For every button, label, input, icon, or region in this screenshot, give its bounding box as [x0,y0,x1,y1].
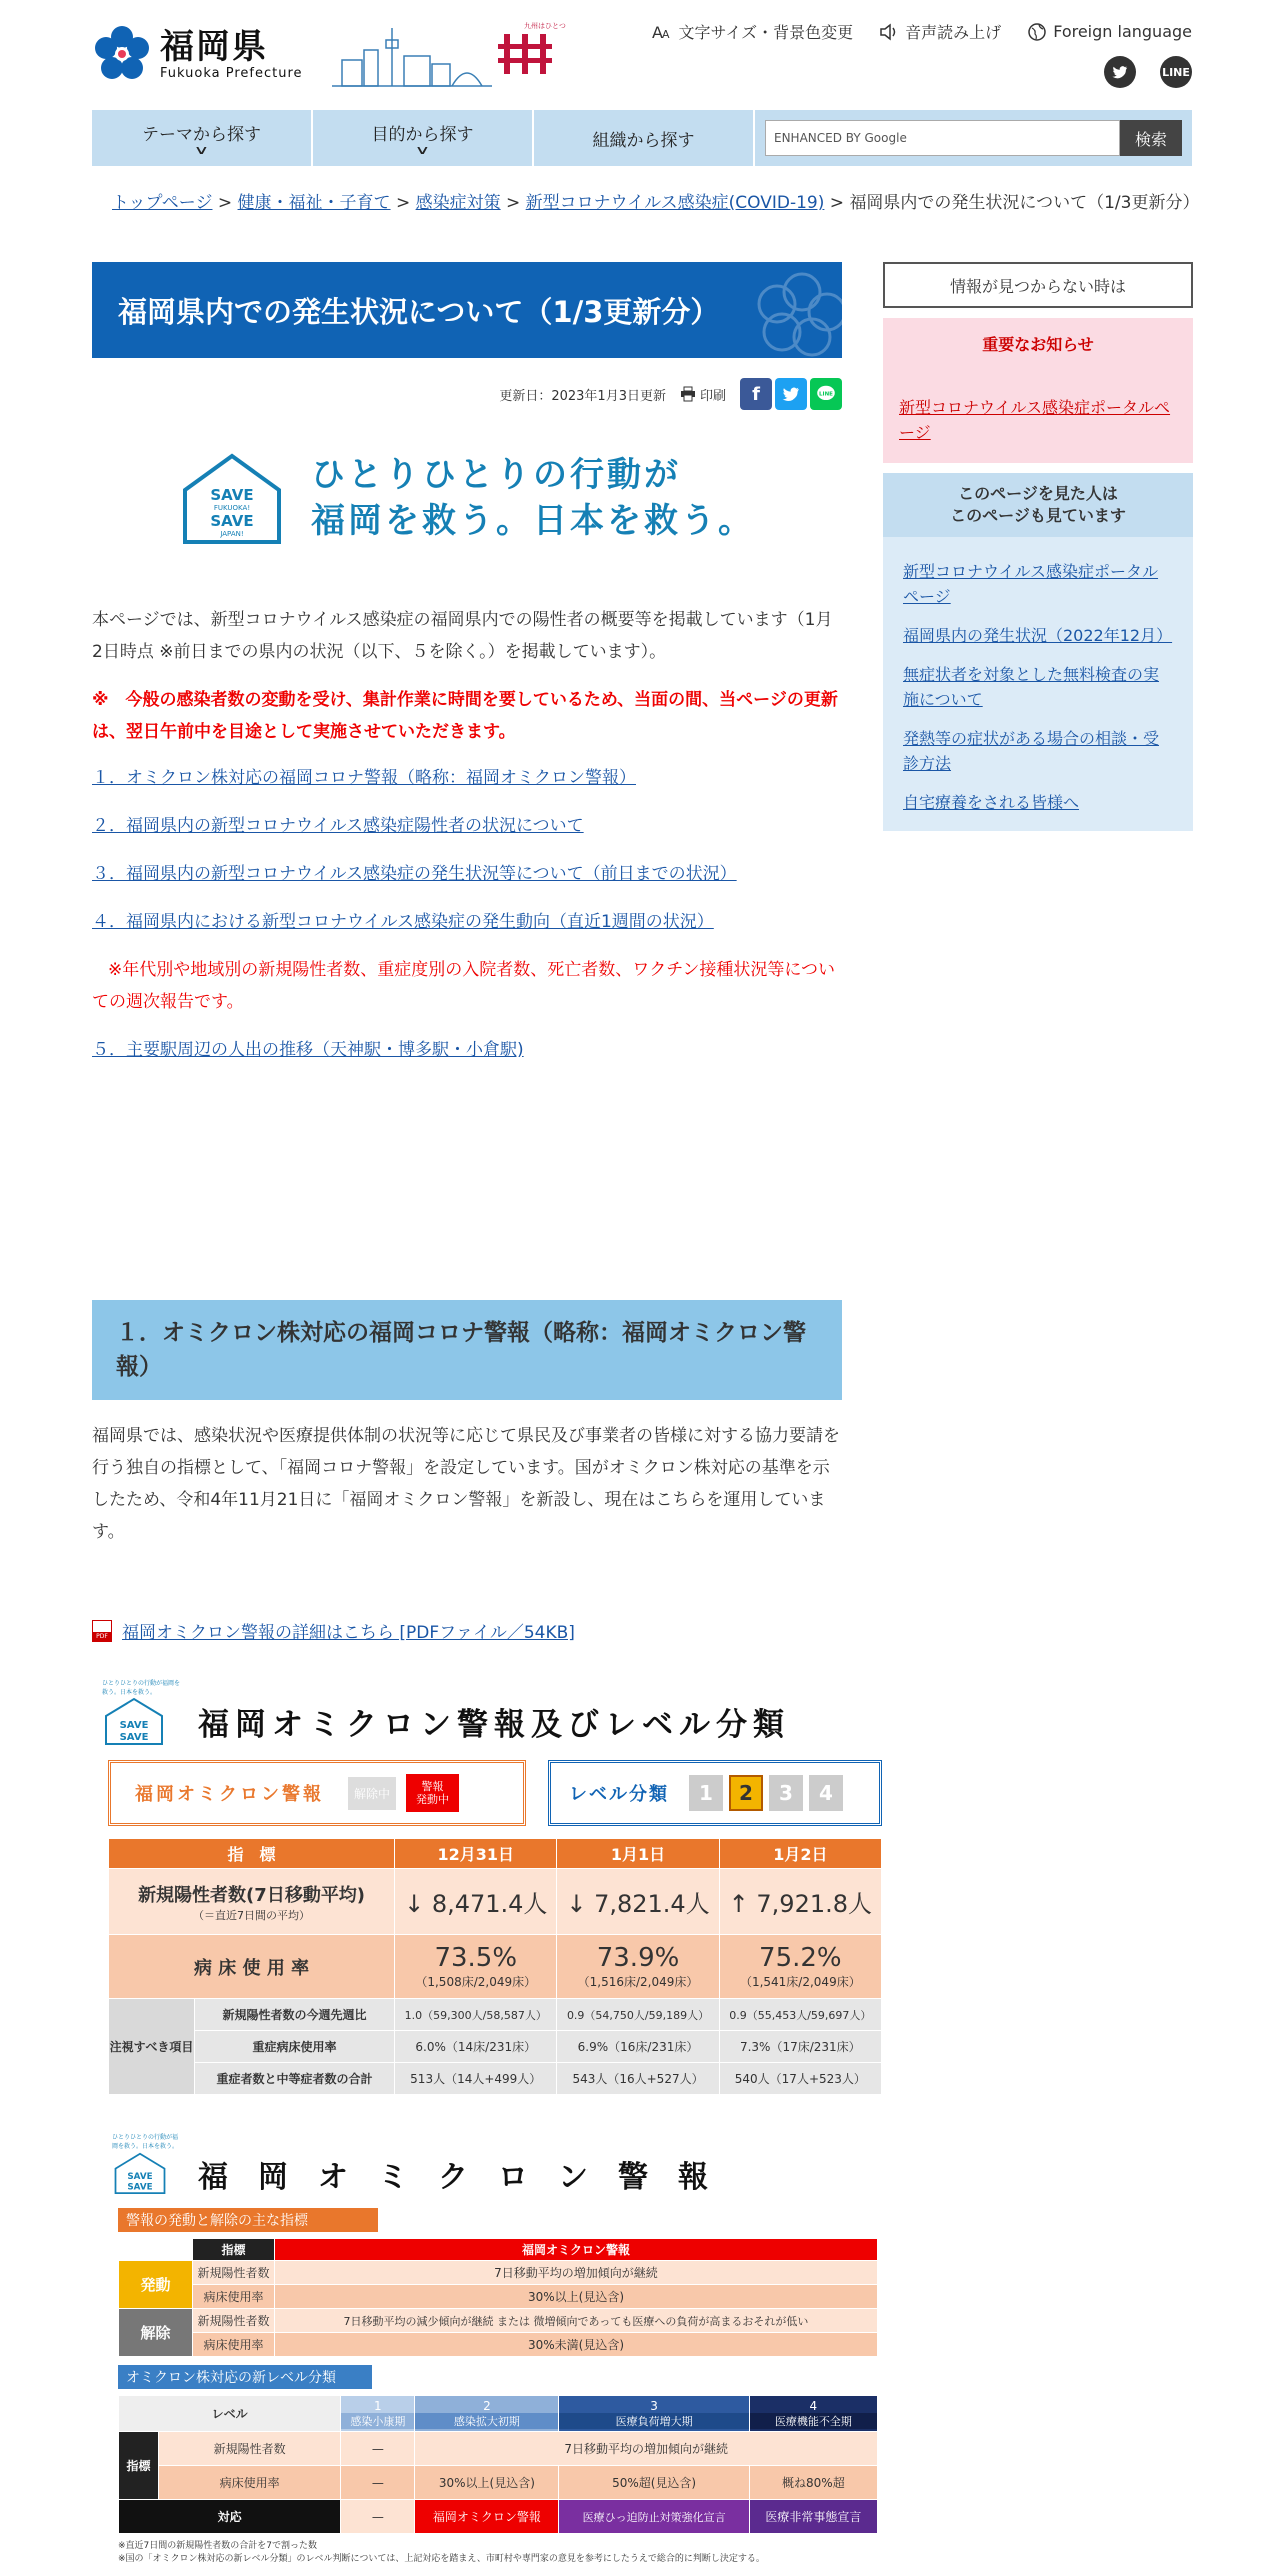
header-tools [652,20,1192,43]
flower-decoration-icon [702,262,842,358]
info1-header-date: 12月31日 [395,1839,557,1869]
trend-arrow-icon: ↑ [728,1890,749,1918]
also-viewed-title-line-1: このページを見た人は [958,484,1118,503]
info2-slogan: ひとりひとりの行動が福岡を救う。日本を救う。 [112,2134,179,2150]
level-name: 感染小康期 [341,2413,414,2429]
breadcrumb-link[interactable]: 感染症対策 [415,193,501,213]
level-row-value: — [341,2432,415,2466]
criteria-label: 新規陽性者数 [193,2309,275,2333]
info2-col-alert: 福岡オミクロン警報 [275,2239,878,2261]
save-house-small-icon [102,1696,166,1746]
criteria-label: 新規陽性者数 [193,2261,275,2285]
also-viewed-link[interactable]: 福岡県内の発生状況（2022年12月） [903,626,1173,645]
info1-table [108,1838,882,2095]
bed-usage-sub: （1,508床/2,049床） [415,1975,537,1989]
svg-text:SAVE: SAVE [127,2182,153,2193]
watch-row-value: 0.9（55,453人/59,697人） [719,1999,881,2031]
new-cases-label: 新規陽性者数(7日移動平均) [138,1884,366,1906]
info2-alert-table [118,2238,878,2357]
watch-row-value: 513人（14人+499人） [395,2063,557,2095]
info2-title: 福 岡 オ ミ ク ロ ン 警 報 [198,2160,708,2195]
svg-text:SAVE: SAVE [119,1732,149,1743]
save-house-icon [177,450,287,546]
breadcrumb-link[interactable]: 健康・福祉・子育て [237,193,391,213]
svg-text:SAVE: SAVE [119,1720,149,1731]
svg-text:SAVE: SAVE [127,2172,153,2183]
omicron-alert-level-infographic [92,1670,892,2100]
toc-link-4[interactable]: ４．福岡県内における新型コロナウイルス感染症の発生動向（直近1週間の状況） [92,912,714,932]
line-share-icon[interactable] [810,378,842,410]
info1-level-label: レベル分類 [569,1784,669,1805]
foreign-language-label: Foreign language [1053,22,1192,41]
also-viewed-link[interactable]: 無症状者を対象とした無料検査の実施について [903,665,1160,709]
info2-col-indicator: 指標 [193,2239,275,2261]
info1-header-indicator: 指 標 [109,1839,395,1869]
response-value: — [341,2500,415,2534]
updated-date: 更新日：2023年1月3日更新 [499,388,666,404]
level-3-indicator: 3 [769,1775,803,1811]
svg-text:A: A [662,27,670,41]
new-cases-value: 8,471.4人 [431,1890,548,1918]
nav-purpose[interactable] [313,110,534,166]
important-notice [883,318,1193,463]
also-viewed [883,473,1193,831]
watch-row-value: 6.9%（16床/231床） [557,2031,719,2063]
svg-text:LINE: LINE [819,391,833,398]
pdf-link-row [92,1618,842,1643]
level-name: 医療機能不全期 [750,2413,877,2429]
response-value: 医療ひっ迫防止対策強化宣言 [559,2500,749,2534]
pdf-link[interactable]: 福岡オミクロン警報の詳細はこちら [PDFファイル／54KB] [122,1623,575,1643]
watch-row-label: 新規陽性者数の今週先週比 [195,1999,395,2031]
watch-row-label: 重症者数と中等症者数の合計 [195,2063,395,2095]
toc-link-1[interactable]: １．オミクロン株対応の福岡コロナ警報（略称：福岡オミクロン警報） [92,768,636,788]
level-header: レベル [119,2396,341,2432]
info1-title: 福岡オミクロン警報及びレベル分類 [198,1707,790,1743]
banner-line-2: 福岡を救う。日本を救う。 [311,501,755,541]
criteria-label: 病床使用率 [193,2285,275,2309]
section-1-body: 福岡県では、感染状況や医療提供体制の状況等に応じて県民及び事業者の皆様に対する協力要請を行う独自の指標として、「福岡コロナ警報」を設定しています。国がオミクロン株対応の基準を示したため、令和4年11月21日に「福岡オミクロン警報」を新設し、現在はこちらを運用しています。 [92,1426,840,1542]
kyushu-illustration [332,20,592,90]
bed-usage-value: 73.9% [596,1943,680,1973]
info2-level-table [118,2395,878,2534]
banner-badge-fukuoka: FUKUOKA! [213,504,251,512]
criteria-value: 7日移動平均の増加傾向が継続 [275,2261,878,2285]
also-viewed-link[interactable]: 発熱等の症状がある場合の相談・受診方法 [903,729,1160,773]
info2-footnote-1: ※直近7日間の新規陽性者数の合計を7で割った数 [118,2541,317,2551]
nav-purpose-label: 目的から探す [371,124,474,145]
toc-link-3[interactable]: ３．福岡県内の新型コロナウイルス感染症の発生状況等について（前日までの状況） [92,864,737,884]
nav-theme-label: テーマから探す [142,124,261,145]
intro-text: 本ページでは、新型コロナウイルス感染症の福岡県内での陽性者の概要等を掲載しています（1月2日時点 ※前日までの県内の状況（以下、５を除く。）を掲載しています）。 [92,610,833,662]
watch-row-value: 0.9（54,750人/59,189人） [557,1999,719,2031]
info1-header-date: 1月1日 [557,1839,719,1869]
line-icon[interactable]: LINE [1160,56,1192,88]
read-aloud-label: 音声読み上げ [905,23,1002,42]
level-row-label: 新規陽性者数 [159,2432,341,2466]
banner-badge-save-2: SAVE [210,512,254,530]
trend-arrow-icon: ↓ [404,1890,425,1918]
text-size-icon [652,22,672,42]
breadcrumb-separator: > [217,193,233,213]
nav-organization[interactable] [534,110,755,166]
watch-row-value: 7.3%（17床/231床） [719,2031,881,2063]
breadcrumb-separator: > [506,193,521,213]
print-label: 印刷 [699,388,726,404]
also-viewed-link[interactable]: 新型コロナウイルス感染症ポータルページ [903,562,1159,606]
criteria-label: 病床使用率 [193,2333,275,2357]
speaker-icon [879,22,899,42]
logo-japanese: 福岡県 [160,26,268,67]
svg-text:A: A [652,22,664,42]
site-search [755,110,1192,166]
toc-link-5[interactable]: ５．主要駅周辺の人出の推移（天神駅・博多駅・小倉駅) [92,1040,524,1060]
trend-arrow-icon: ↓ [566,1890,587,1918]
printer-icon [680,386,696,402]
level-row-value: 7日移動平均の増加傾向が継続 [415,2432,878,2466]
info1-header-date: 1月2日 [719,1839,881,1869]
info2-section-a: 警報の発動と解除の主な指標 [118,2208,378,2232]
also-viewed-title [883,473,1193,537]
breadcrumb-link[interactable]: トップページ [112,193,213,213]
save-fukuoka-banner [177,438,757,558]
criteria-value: 30%未満(見込含) [275,2333,878,2357]
twitter-share-icon[interactable] [775,378,807,410]
bed-usage-label: 病 床 使 用 率 [109,1935,395,1999]
watch-row-value: 543人（16人+527人） [557,2063,719,2095]
level-row-value: 30%以上(見込含) [415,2466,559,2500]
facebook-icon[interactable]: f [740,378,772,410]
twitter-icon[interactable] [1104,56,1136,88]
toc-link-2[interactable]: ２．福岡県内の新型コロナウイルス感染症陽性者の状況について [92,816,584,836]
also-viewed-title-line-2: このページも見ています [950,506,1126,525]
fukuoka-emblem-icon [92,24,152,84]
criteria-value: 30%以上(見込含) [275,2285,878,2309]
text-size-button[interactable] [652,20,853,43]
level-name: 医療負荷増大期 [559,2413,748,2429]
sidebar [883,262,1193,831]
banner-badge-save-1: SAVE [210,486,254,504]
text-size-label: 文字サイズ・背景色変更 [678,23,854,42]
breadcrumb-current: 福岡県内での発生状況について（1/3更新分） [849,193,1200,213]
watch-row-value: 540人（17人+523人） [719,2063,881,2095]
chevron-down-icon: ∨ [414,142,431,157]
chevron-down-icon: ∨ [193,142,210,157]
also-viewed-link[interactable]: 自宅療養をされる皆様へ [903,793,1080,812]
not-found-button[interactable]: 情報が見つからない時は [883,262,1193,308]
breadcrumb [112,188,1199,213]
search-button[interactable]: 検索 [1120,120,1182,156]
new-cases-value: 7,921.8人 [756,1890,873,1918]
globe-icon [1027,22,1047,42]
nav-organization-label: 組織から探す [592,130,695,151]
watch-items-label: 注視すべき項目 [109,1999,195,2095]
watch-row-value: 1.0（59,300人/58,587人） [395,1999,557,2031]
site-logo[interactable] [92,24,303,84]
share-buttons [740,378,842,410]
page-title: 福岡県内での発生状況について（1/3更新分） [118,295,720,329]
watch-row-label: 重症病床使用率 [195,2031,395,2063]
info2-section-b: オミクロン株対応の新レベル分類 [118,2365,372,2389]
page-meta [92,378,842,410]
level-row-value: 概ね80%超 [749,2466,877,2500]
site-header [92,20,1192,90]
new-cases-value: 7,821.4人 [594,1890,710,1918]
update-notice: ※ 今般の感染者数の変動を受け、集計作業に時間を要しているため、当面の間、当ページの更新は、翌日午前中を目途として実施させていただきます。 [92,690,838,742]
info2-footnote-2: ※国の「オミクロン株対応の新レベル分類」のレベル判断については、上記対応を踏まえ、市町村や専門家の意見を参考にしたうえで総合的に判断し決定する。 [118,2554,765,2564]
info1-alert-label: 福岡オミクロン警報 [135,1784,324,1805]
info1-alert-on-2: 発動中 [416,1793,450,1806]
nav-theme[interactable] [92,110,313,166]
pdf-icon: PDF [92,1620,112,1642]
logo-english: Fukuoka Prefecture [160,65,303,81]
level-row-value: — [341,2466,415,2500]
level-4-indicator: 4 [809,1775,843,1811]
info1-alert-off: 解除中 [348,1777,396,1810]
level-row-label: 病床使用率 [159,2466,341,2500]
bed-usage-value: 73.5% [434,1943,518,1973]
release-label: 解除 [119,2309,193,2357]
indicator-label: 指標 [119,2432,159,2500]
response-value: 福岡オミクロン警報 [415,2500,559,2534]
response-label: 対応 [119,2500,341,2534]
social-links [1104,56,1192,88]
print-button[interactable] [680,385,726,404]
search-input[interactable]: ENHANCED BY Google [765,120,1120,156]
banner-badge-japan: JAPAN! [220,530,244,538]
omicron-alert-criteria-infographic [92,2130,892,2564]
info1-alert-on-1: 警報 [421,1780,444,1793]
weekly-report-note: ※年代別や地域別の新規陽性者数、重症度別の入院者数、死亡者数、ワクチン接種状況等についての週次報告です。 [92,960,836,1012]
bed-usage-value: 75.2% [759,1943,842,1973]
level-number: 4 [809,2398,818,2413]
level-1-indicator: 1 [689,1775,723,1811]
info1-slogan: ひとりひとりの行動が福岡を救う。日本を救う。 [102,1680,181,1696]
breadcrumb-separator: > [395,193,411,213]
level-row-value: 50%超(見込含) [559,2466,749,2500]
save-house-small-icon [112,2150,168,2196]
breadcrumb-separator: > [829,193,845,213]
criteria-value: 7日移動平均の減少傾向が継続 または 微増傾向であっても医療への負荷が高まるおそれが低い [275,2309,878,2333]
banner-line-1: ひとりひとりの行動が [311,455,681,495]
notice-title: 重要なお知らせ [982,335,1094,354]
main-content [92,262,842,1643]
watch-row-value: 6.0%（14床/231床） [395,2031,557,2063]
level-number: 1 [374,2398,382,2413]
level-2-indicator: 2 [729,1775,763,1811]
foreign-language-button[interactable] [1027,20,1192,43]
level-number: 3 [650,2398,658,2413]
global-nav [92,110,1192,166]
bed-usage-sub: （1,516床/2,049床） [577,1975,699,1989]
response-value: 医療非常事態宣言 [749,2500,877,2534]
kyushu-small-text: 九州はひとつ [524,22,566,30]
section-1-heading: １．オミクロン株対応の福岡コロナ警報（略称：福岡オミクロン警報） [92,1300,842,1400]
new-cases-sub: （＝直近7日間の平均） [193,1908,311,1922]
page-title-box [92,262,842,358]
level-number: 2 [483,2398,491,2413]
level-name: 感染拡大初期 [415,2413,558,2429]
trigger-label: 発動 [119,2261,193,2309]
breadcrumb-link[interactable]: 新型コロナウイルス感染症(COVID-19) [525,193,825,213]
notice-link[interactable]: 新型コロナウイルス感染症ポータルページ [899,398,1171,442]
bed-usage-sub: （1,541床/2,049床） [739,1975,861,1989]
read-aloud-button[interactable] [879,20,1001,43]
